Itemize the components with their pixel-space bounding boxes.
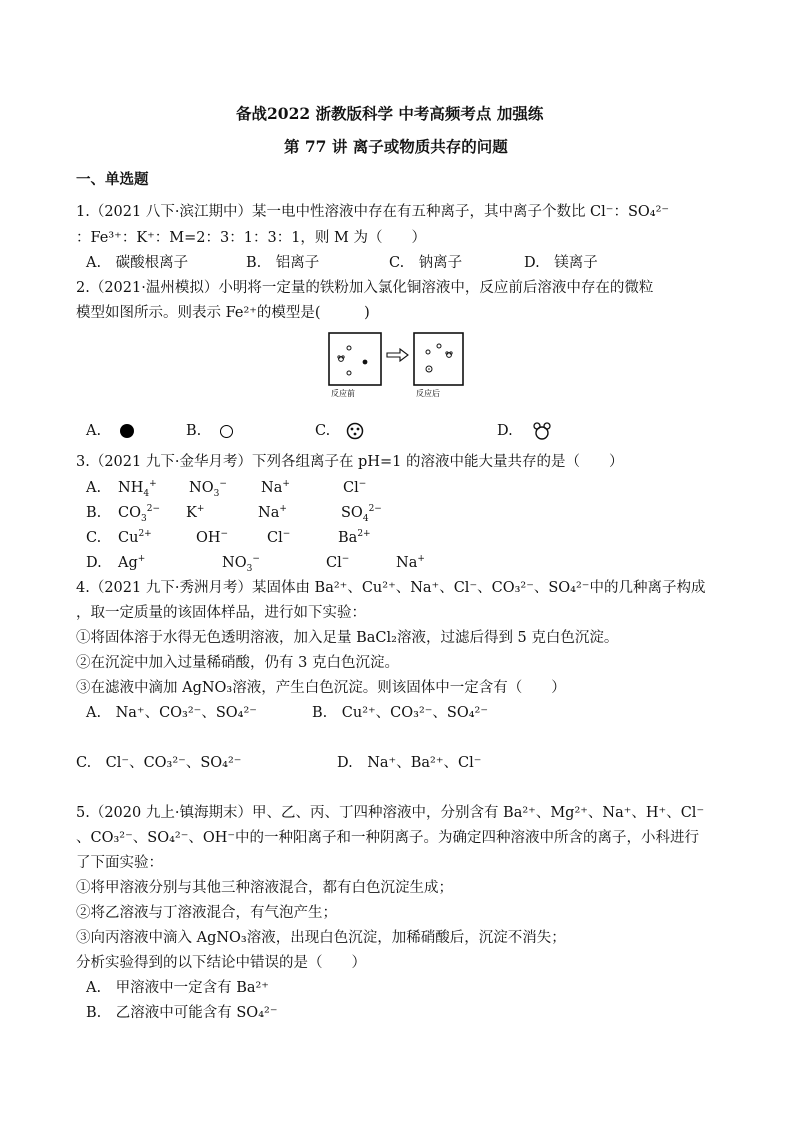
q2-option-b: [186, 421, 233, 441]
q3-a-ion4: Cl−: [343, 479, 367, 496]
q3-c-ion3: Cl−: [267, 529, 291, 546]
q4-stem-line2: ，取一定质量的该固体样品，进行如下实验：: [76, 605, 366, 621]
q1-stem-line2: ：Fe³⁺：K⁺：M=2：3：1：3：1，则 M 为（ ）: [76, 230, 426, 246]
q4-step2: ②在沉淀中加入过量稀硝酸，仍有 3 克白色沉淀。: [76, 655, 399, 671]
q5-step3: ③向丙溶液中滴入 AgNO₃溶液，出现白色沉淀，加稀硝酸后，沉淀不消失；: [76, 930, 566, 946]
q3-d-ion2: $NO_3^-$: [222, 554, 260, 574]
q3-b-ion1: $CO_3^{2-}$: [118, 504, 160, 524]
q3-b-ion3: Na+: [258, 504, 287, 521]
reaction-particle-diagram: [328, 332, 464, 398]
q2-option-a-letter: A.: [86, 423, 102, 439]
section-heading: 一、单选题: [76, 171, 149, 188]
q3-a-ion1: $NH_4^+$: [118, 479, 157, 499]
q5-stem-line1: 5.（2020 九上·镇海期末）甲、乙、丙、丁四种溶液中，分别含有 Ba²⁺、Mg²⁺、Na⁺、H⁺、Cl⁻: [76, 805, 705, 821]
q1-option-b: B. 铝离子: [246, 255, 320, 271]
q2-option-d-letter: D.: [497, 423, 513, 439]
q5-step2: ②将乙溶液与丁溶液混合，有气泡产生；: [76, 905, 337, 921]
dotted-circle-icon: [345, 421, 365, 441]
q5-option-b: B. 乙溶液中可能含有 SO₄²⁻: [86, 1005, 278, 1021]
doc-subtitle: 第 77 讲 离子或物质共存的问题: [284, 137, 508, 156]
q3-option-c-letter: C.: [86, 530, 102, 546]
q3-option-a-letter: A.: [86, 480, 102, 496]
q3-c-ion2: OH−: [196, 529, 229, 546]
q5-step1: ①将甲溶液分别与其他三种溶液混合，都有白色沉淀生成；: [76, 880, 453, 896]
q1-stem-line1: 1.（2021 八下·滨江期中）某一电中性溶液中存在有五种离子，其中离子个数比 Cl⁻：SO₄²⁻: [76, 204, 670, 220]
three-circle-cluster-icon: [531, 421, 553, 441]
q1-option-d: D. 镁离子: [524, 255, 598, 271]
q5-option-a: A. 甲溶液中一定含有 Ba²⁺: [86, 980, 269, 996]
q3-d-ion1: Ag+: [118, 554, 146, 571]
q5-stem-line2: 、CO₃²⁻、SO₄²⁻、OH⁻中的一种阳离子和一种阴离子。为确定四种溶液中所含的离子，小科进行: [76, 830, 700, 846]
q3-d-ion4: Na+: [396, 554, 425, 571]
q4-option-d: D. Na⁺、Ba²⁺、Cl⁻: [337, 755, 482, 771]
q2-option-a: [86, 421, 134, 441]
q3-d-ion3: Cl−: [326, 554, 350, 571]
q3-option-b-letter: B.: [86, 505, 102, 521]
q2-option-c-letter: C.: [315, 423, 331, 439]
q3-option-d-letter: D.: [86, 555, 102, 571]
open-circle-icon: [220, 425, 233, 438]
q4-stem-line1: 4.（2021 九下·秀洲月考）某固体由 Ba²⁺、Cu²⁺、Na⁺、Cl⁻、CO₃²⁻、SO₄²⁻中的几种离子构成: [76, 580, 706, 596]
q4-option-a: A. Na⁺、CO₃²⁻、SO₄²⁻: [86, 705, 257, 721]
q5-step4: 分析实验得到的以下结论中错误的是（ ）: [76, 955, 366, 971]
q3-stem: 3.（2021 九下·金华月考）下列各组离子在 pH=1 的溶液中能大量共存的是（ ）: [76, 454, 624, 470]
q2-stem-line1: 2.（2021·温州模拟）小明将一定量的铁粉加入氯化铜溶液中，反应前后溶液中存在的微粒: [76, 280, 654, 296]
q2-option-c: [315, 421, 365, 441]
q3-a-ion2: $NO_3^-$: [189, 479, 227, 499]
q2-stem-line2: 模型如图所示。则表示 Fe²⁺的模型是( ): [76, 305, 370, 321]
q5-stem-line3: 了下面实验：: [76, 855, 163, 871]
q3-b-ion2: K+: [186, 504, 205, 521]
q3-c-ion4: $Ba^{2+}$: [338, 529, 371, 546]
q2-option-b-letter: B.: [186, 423, 202, 439]
q3-c-ion1: $Cu^{2+}$: [118, 529, 152, 546]
q4-step3: ③在滤液中滴加 AgNO₃溶液，产生白色沉淀。则该固体中一定含有（ ）: [76, 680, 566, 696]
q1-option-a: A. 碳酸根离子: [86, 255, 189, 271]
q4-step1: ①将固体溶于水得无色透明溶液，加入足量 BaCl₂溶液，过滤后得到 5 克白色沉淀。: [76, 630, 619, 646]
doc-title: 备战2022 浙教版科学 中考高频考点 加强练: [236, 104, 544, 123]
label-after: 反应后: [416, 389, 440, 398]
q2-option-d: [497, 421, 553, 441]
q3-a-ion3: Na+: [261, 479, 290, 496]
q4-option-c: C. Cl⁻、CO₃²⁻、SO₄²⁻: [76, 755, 242, 771]
q1-option-c: C. 钠离子: [389, 255, 463, 271]
solid-circle-icon: [120, 424, 134, 438]
q3-b-ion4: $SO_4^{2-}$: [341, 504, 382, 524]
q4-option-b: B. Cu²⁺、CO₃²⁻、SO₄²⁻: [312, 705, 489, 721]
label-before: 反应前: [331, 389, 355, 398]
